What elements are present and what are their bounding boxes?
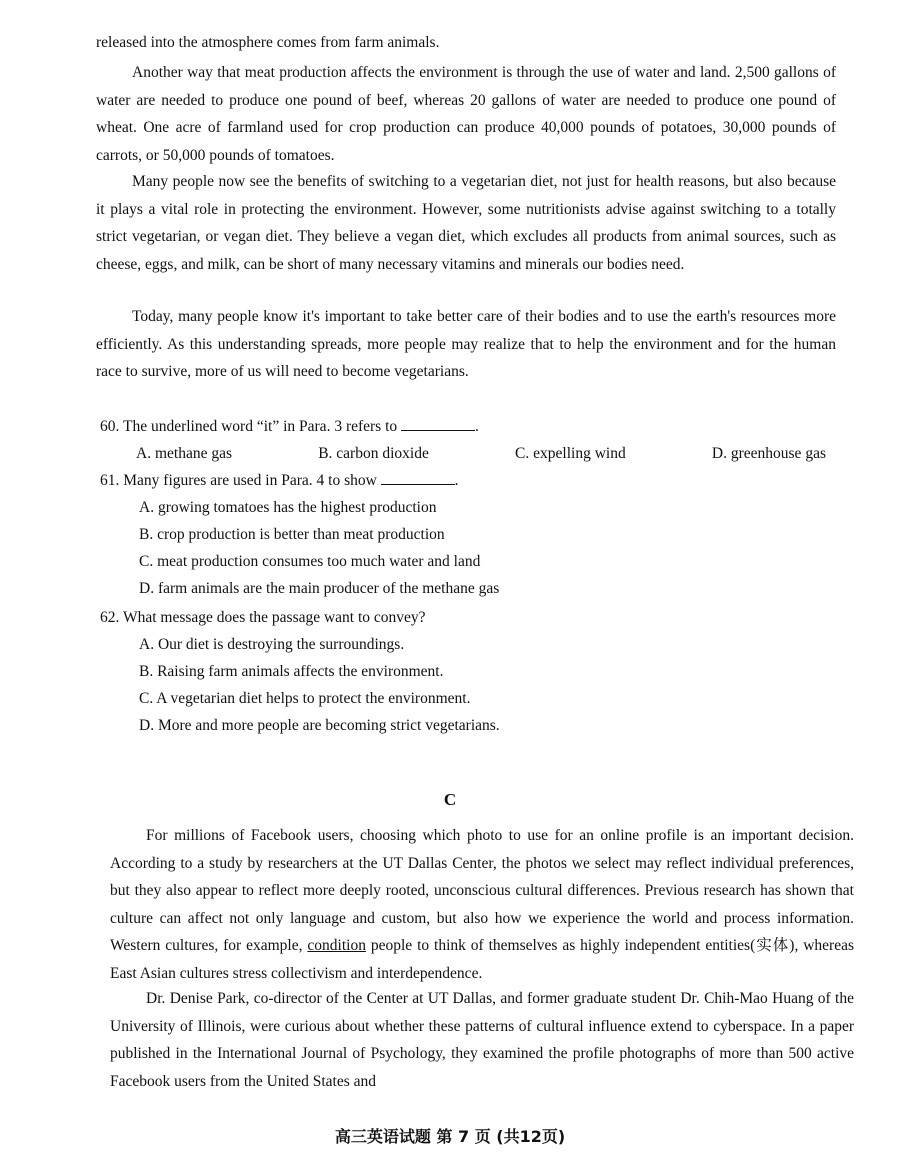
passage-c-para1-text: For millions of Facebook users, choosing which photo to use for an online profile is an important decision. According to a study by researchers at the UT Dallas Center, the photos we select may reflect individual preferences, but they also appear to reflect more deeply rooted, unconscious cultural differences. Previous research has shown that culture can affect not only language and custom, but also how we experience the world and process information. Western cultures, for example,: [110, 827, 854, 954]
option-b[interactable]: [318, 441, 429, 467]
question-number: 61.: [100, 472, 120, 489]
option-text: crop production is better than meat production: [157, 526, 445, 543]
option-text: farm animals are the main producer of the methane gas: [157, 580, 500, 597]
option-letter: A.: [139, 499, 155, 516]
question-61: [100, 468, 840, 494]
option-letter: B.: [139, 663, 154, 680]
passage-b-para6: [96, 303, 836, 386]
option-c[interactable]: [515, 441, 626, 467]
question-stem: The underlined word “it” in Para. 3 refers to: [122, 418, 398, 435]
option-text: growing tomatoes has the highest production: [157, 499, 437, 516]
passage-c-para1-text-end: people to think of themselves as highly independent entities(实体), whereas East Asian cultures stress collectivism and interdependence.: [110, 937, 855, 982]
question-stem-end: .: [475, 418, 479, 435]
question-stem-end: .: [454, 472, 459, 489]
passage-c-para2-text: Dr. Denise Park, co-director of the Center at UT Dallas, and former graduate student Dr. Chih-Mao Huang of the University of Illinois, were curious about whether these patterns of cultural influence extend to cyberspace. In a paper published in the International Journal of Psychology, they examined the profile photographs of more than 500 active Facebook users from the United States and: [110, 990, 854, 1090]
option-text: More and more people are becoming strict vegetarians.: [157, 717, 500, 734]
option-a[interactable]: [139, 632, 404, 658]
option-text: methane gas: [154, 445, 232, 462]
question-stem: Many figures are used in Para. 4 to show: [123, 472, 377, 489]
section-heading: C: [443, 790, 457, 809]
passage-b-para4: [96, 59, 836, 169]
option-letter: C.: [139, 553, 154, 570]
passage-b-para4-text: Another way that meat production affects the environment is through the use of water and land. 2,500 gallons of water are needed to produce one pound of beef, whereas 20 gallons of water are needed to produce one pound of wheat. One acre of farmland used for crop production can produce 40,000 pounds of potatoes, 30,000 pounds of carrots, or 50,000 pounds of tomatoes.: [96, 64, 836, 164]
passage-c-para2: [110, 985, 854, 1095]
question-62: [100, 605, 840, 631]
option-text: carbon dioxide: [336, 445, 429, 462]
option-d[interactable]: [139, 576, 499, 602]
option-letter: D.: [139, 717, 155, 734]
option-text: greenhouse gas: [730, 445, 826, 462]
question-stem: What message does the passage want to convey?: [122, 609, 426, 626]
option-text: Our diet is destroying the surroundings.: [157, 636, 405, 653]
option-c[interactable]: [139, 686, 470, 712]
underlined-word: condition: [307, 937, 366, 954]
question-60: [100, 414, 840, 440]
option-letter: D.: [711, 445, 727, 462]
option-letter: A.: [139, 636, 155, 653]
option-b[interactable]: [139, 659, 443, 685]
option-letter: D.: [139, 580, 155, 597]
question-number: 60.: [100, 418, 120, 435]
option-d[interactable]: [712, 441, 826, 467]
option-text: Raising farm animals affects the environment.: [157, 663, 444, 680]
option-c[interactable]: [139, 549, 480, 575]
option-text: expelling wind: [533, 445, 626, 462]
page-footer: 高三英语试题 第 7 页 (共12页): [334, 1127, 566, 1146]
option-letter: A.: [136, 445, 152, 462]
option-text: meat production consumes too much water and land: [157, 553, 481, 570]
option-letter: B.: [318, 445, 333, 462]
option-d[interactable]: [139, 713, 500, 739]
answer-blank[interactable]: [401, 416, 475, 431]
question-number: 62.: [100, 609, 120, 626]
option-a[interactable]: [139, 495, 436, 521]
option-a[interactable]: [136, 441, 232, 467]
passage-b-para6-text: Today, many people know it's important to take better care of their bodies and to use the earth's resources more efficiently. As this understanding spreads, more people may realize that to help the environment and for the human race to survive, more of us will need to become vegetarians.: [96, 308, 836, 380]
passage-b-para5-text: Many people now see the benefits of switching to a vegetarian diet, not just for health reasons, but also because it plays a vital role in protecting the environment. However, some nutritionists advise against switching to a totally strict vegetarian, or vegan diet. They believe a vegan diet, which excludes all products from animal sources, such as cheese, eggs, and milk, can be short of many necessary vitamins and minerals our bodies need.: [96, 173, 836, 273]
option-b[interactable]: [139, 522, 445, 548]
answer-blank[interactable]: [381, 470, 455, 485]
option-letter: B.: [139, 526, 154, 543]
passage-b-para5: [96, 168, 836, 278]
option-text: A vegetarian diet helps to protect the environment.: [156, 690, 471, 707]
passage-b-line0: released into the atmosphere comes from farm animals.: [96, 34, 440, 51]
passage-c-para1: [110, 822, 854, 987]
question-60-options: [136, 441, 826, 467]
option-letter: C.: [515, 445, 530, 462]
option-letter: C.: [139, 690, 154, 707]
